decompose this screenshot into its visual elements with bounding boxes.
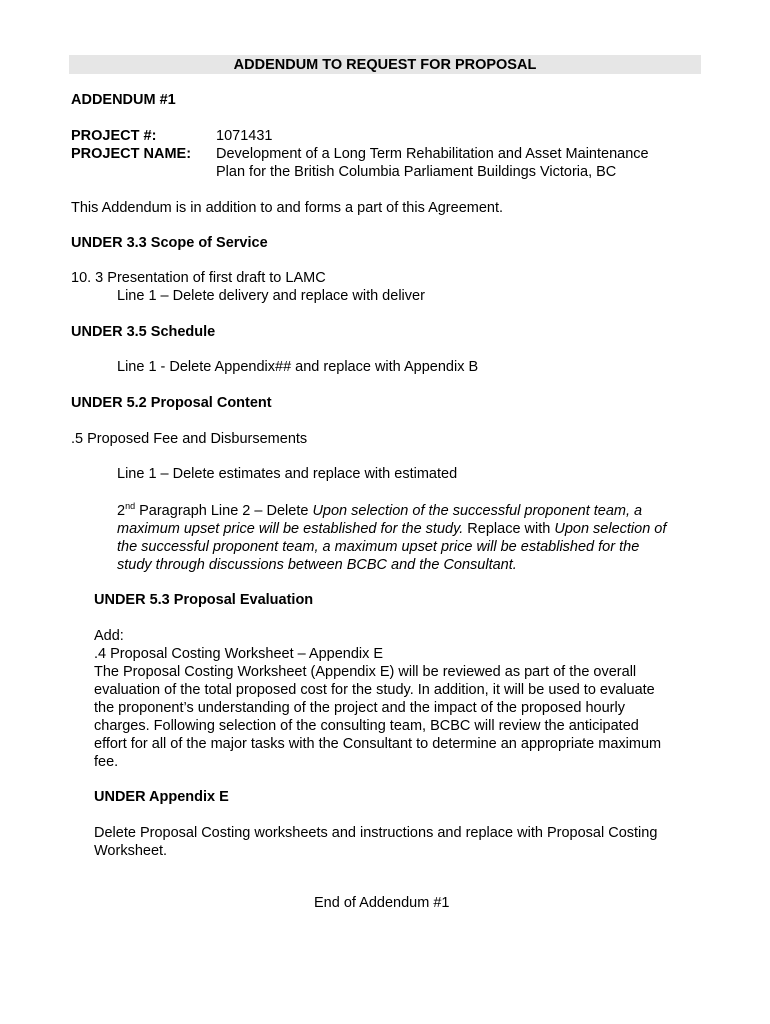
project-number-label: PROJECT #:	[71, 128, 157, 144]
paragraph-ordinal-suffix: nd	[125, 501, 136, 512]
project-name-line-2: Plan for the British Columbia Parliament Buildings Victoria, BC	[216, 164, 617, 180]
replace-with-text: Replace with	[463, 521, 555, 537]
section-5-2-paragraph-line-2	[117, 520, 666, 538]
document-title: ADDENDUM TO REQUEST FOR PROPOSAL	[69, 55, 701, 74]
deleted-text-part-1: Upon selection of the successful proponent team, a	[312, 503, 643, 519]
section-3-3-item: 10. 3 Presentation of first draft to LAMC	[71, 270, 326, 286]
paragraph-number: 2	[117, 503, 126, 519]
section-5-3-item: .4 Proposal Costing Worksheet – Appendix E	[94, 646, 384, 662]
project-name-line-1: Development of a Long Term Rehabilitation and Asset Maintenance	[216, 146, 649, 162]
section-3-5-line: Line 1 - Delete Appendix## and replace with Appendix B	[117, 359, 479, 375]
section-5-2-heading: UNDER 5.2 Proposal Content	[71, 395, 272, 411]
section-5-3-paragraph-line-5: effort for all of the major tasks with the Consultant to determine an appropriate maximum	[94, 736, 662, 752]
section-3-3-heading: UNDER 3.3 Scope of Service	[71, 235, 268, 251]
project-number-value: 1071431	[216, 128, 273, 144]
appendix-e-line-1: Delete Proposal Costing worksheets and instructions and replace with Proposal Costing	[94, 825, 658, 841]
section-5-2-line-1: Line 1 – Delete estimates and replace with estimated	[117, 466, 458, 482]
replacement-text-part-2: the successful proponent team, a maximum upset price will be established for the	[117, 539, 640, 555]
section-5-3-paragraph-line-6: fee.	[94, 754, 119, 770]
section-5-3-add-label: Add:	[94, 628, 124, 644]
section-5-3-heading: UNDER 5.3 Proposal Evaluation	[94, 592, 314, 608]
replacement-text-part-1: Upon selection of	[554, 521, 667, 537]
end-of-addendum: End of Addendum #1	[314, 895, 450, 911]
deleted-text-part-2: maximum upset price will be established for the study.	[117, 521, 464, 537]
section-5-3-paragraph-line-2: evaluation of the total proposed cost for the study. In addition, it will be used to evaluate	[94, 682, 655, 698]
project-name-label: PROJECT NAME:	[71, 146, 192, 162]
intro-text: This Addendum is in addition to and forms a part of this Agreement.	[71, 200, 504, 216]
section-5-2-item: .5 Proposed Fee and Disbursements	[71, 431, 308, 447]
section-5-2-paragraph-line-1	[117, 502, 642, 520]
replacement-text-part-3: study through discussions between BCBC and the Consultant.	[117, 557, 517, 573]
section-5-3-paragraph-line-3: the proponent’s understanding of the project and the impact of the proposed hourly	[94, 700, 625, 716]
section-5-3-paragraph-line-4: charges. Following selection of the consulting team, BCBC will review the anticipated	[94, 718, 639, 734]
appendix-e-heading: UNDER Appendix E	[94, 789, 229, 805]
section-5-3-paragraph-line-1: The Proposal Costing Worksheet (Appendix E) will be reviewed as part of the overall	[94, 664, 637, 680]
paragraph-lead-text: Paragraph Line 2 – Delete	[135, 503, 313, 519]
section-3-5-heading: UNDER 3.5 Schedule	[71, 324, 216, 340]
addendum-number: ADDENDUM #1	[71, 92, 176, 108]
appendix-e-line-2: Worksheet.	[94, 843, 168, 859]
section-3-3-line: Line 1 – Delete delivery and replace with deliver	[117, 288, 425, 304]
